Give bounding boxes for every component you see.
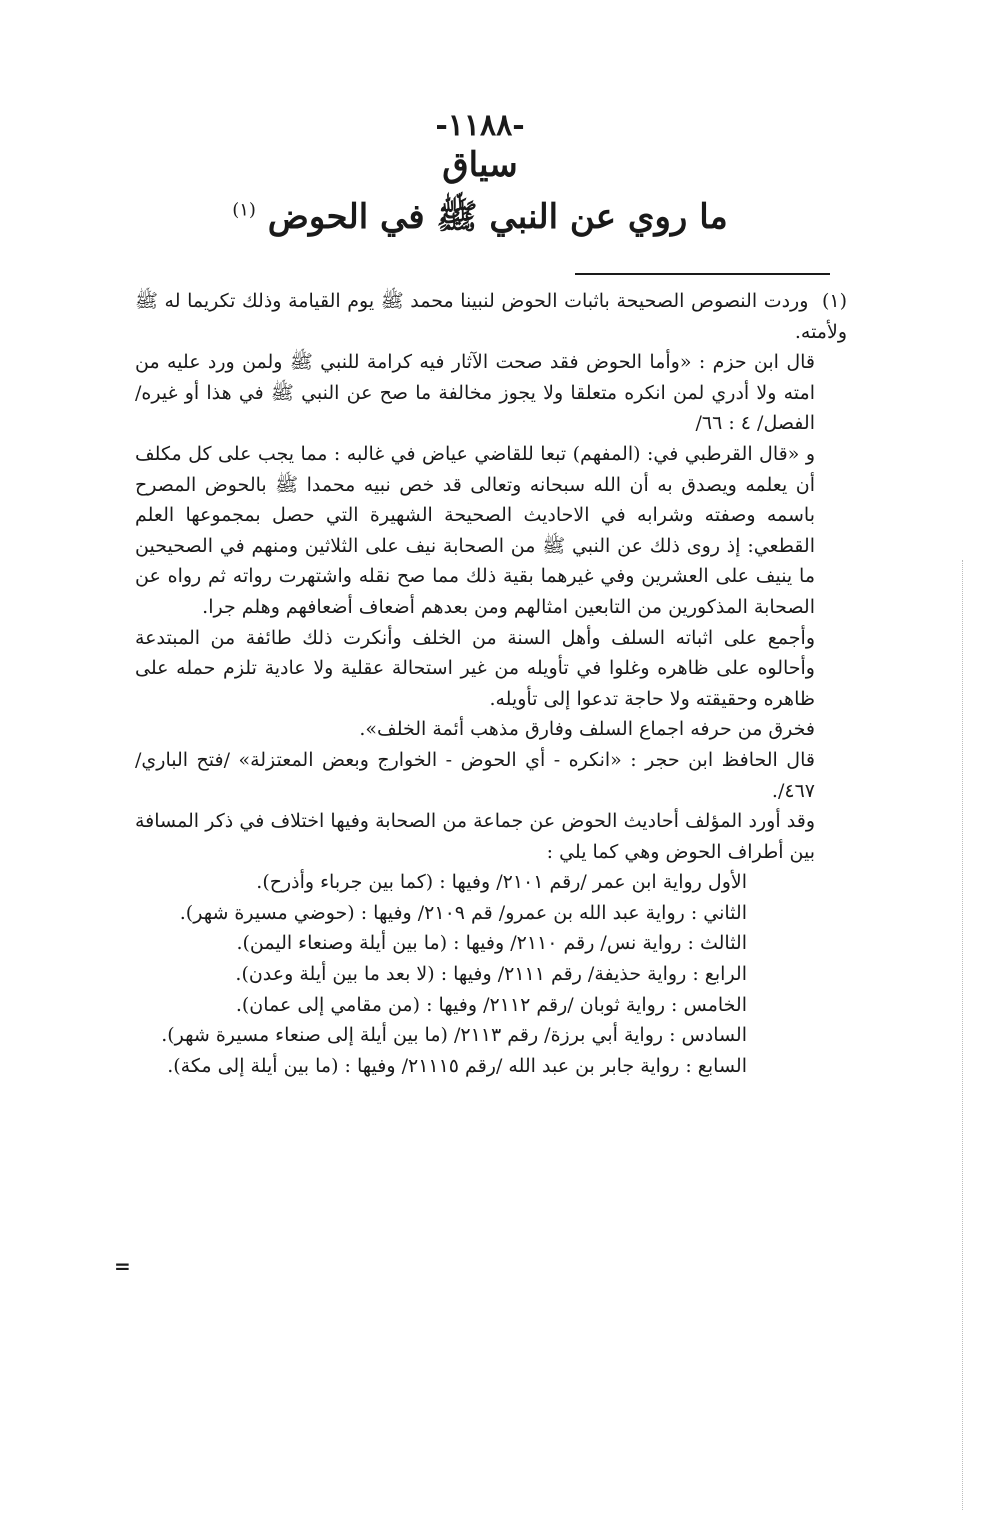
footnote-paragraph-text: وردت النصوص الصحيحة باثبات الحوض لنبينا محمد ﷺ يوم القيامة وذلك تكريما له ﷺ ولأمته.	[135, 290, 847, 343]
narration-item: السابع : رواية جابر بن عبد الله /رقم ٢١١١٥/ وفيها : (ما بين أيلة إلى مكة).	[167, 1054, 747, 1077]
footnote-paragraph: وأجمع على اثباته السلف وأهل السنة من الخلف وأنكرت ذلك طائفة من المبتدعة وأحالوه على ظاهره وغلوا في تأويله من غير استحالة عقلية ولا عادية تلزم حمله على ظاهره وحقيقته ولا حاجة تدعوا إلى تأويله.	[135, 626, 815, 710]
narration-item: الثالث : رواية نس/ رقم ٢١١٠/ وفيها : (ما بين أيلة وصنعاء اليمن).	[236, 932, 747, 955]
narration-item: الثاني : رواية عبد الله بن عمرو/ قم ٢١٠٩/ وفيها : (حوضي مسيرة شهر).	[179, 901, 747, 924]
footnote-marker: (١)	[821, 290, 847, 312]
footnote-separator	[575, 273, 830, 275]
footnote-paragraph: وقد أورد المؤلف أحاديث الحوض عن جماعة من الصحابة وفيها اختلاف في ذكر المسافة بين أطراف الحوض وهي كما يلي :	[135, 810, 815, 863]
continuation-mark: =	[114, 1254, 131, 1278]
page-edge-line	[962, 560, 964, 1510]
narration-item: الخامس : رواية ثوبان /رقم ٢١١٢/ وفيها : (من مقامي إلى عمان).	[235, 993, 747, 1016]
narration-item: الرابع : رواية حذيفة/ رقم ٢١١١/ وفيها : (لا بعد ما بين أيلة وعدن).	[235, 963, 747, 986]
chapter-title: سياق	[442, 145, 518, 185]
footnote-paragraph: و «قال القرطبي في: (المفهم) تبعا للقاضي عياض في غالبه : مما يجب على كل مكلف أن يعلمه ويصدق به أن الله سبحانه وتعالى قد خص نبيه محمدا ﷺ بالحوض المصرح باسمه وصفته وشرابه في الاحاديث الصحيحة الشهيرة التي حصل بمجموعها العلم القطعي: إذ روى ذلك عن النبي ﷺ من الصحابة نيف على الثلاثين ومنهم في الصحيحين ما ينيف على العشرين وفي غيرهما بقية ذلك مما صح نقله واشتهرت رواته ثم رواه عن الصحابة المذكورين من التابعين امثالهم ومن بعدهم أضعاف أضعافهم وهلم جرا.	[135, 442, 815, 618]
narration-item: السادس : رواية أبي برزة/ رقم ٢١١٣/ (ما بين أيلة إلى صنعاء مسيرة شهر).	[161, 1024, 747, 1047]
footnote-paragraph: قال الحافظ ابن حجر : «انكره - أي الحوض - الخوارج وبعض المعتزلة» /فتح الباري/٤٦٧/.	[135, 748, 815, 802]
footnote-reference: (١)	[232, 199, 256, 221]
footnote-paragraph	[135, 286, 847, 347]
footnote-body	[135, 286, 847, 1081]
chapter-subtitle	[220, 196, 740, 245]
chapter-subtitle-text: ما روي عن النبي ﷺ في الحوض	[267, 197, 728, 237]
narration-item: الأول رواية ابن عمر /رقم ٢١٠١/ وفيها : (كما بين جرباء وأذرح).	[256, 871, 747, 894]
footnote-paragraph: فخرق من حرفه اجماع السلف وفارق مذهب أئمة الخلف».	[359, 718, 815, 741]
page-number: -١١٨٨-	[435, 108, 525, 143]
footnote-paragraph: قال ابن حزم : «وأما الحوض فقد صحت الآثار فيه كرامة للنبي ﷺ ولمن ورد عليه من امته ولا أدري لمن انكره متعلقا ولا يجوز مخالفة ما صح عن النبي ﷺ في هذا أو غيره/ الفصل/ ٤ : ٦٦/	[135, 351, 815, 435]
